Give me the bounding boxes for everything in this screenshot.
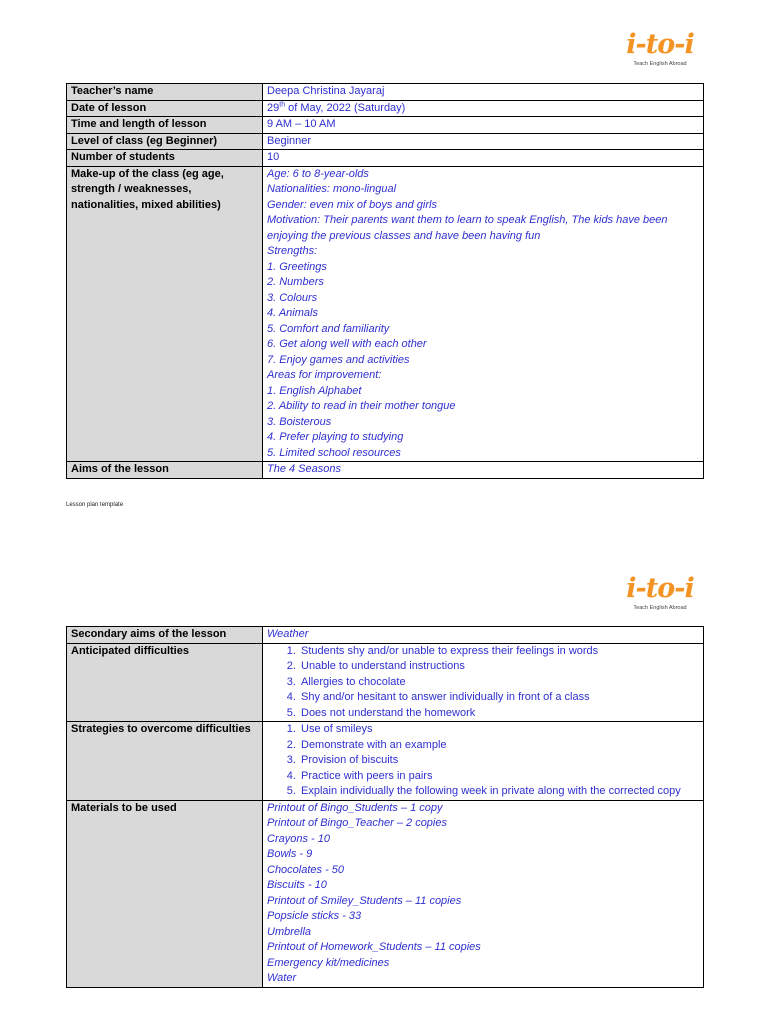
materials-line: Printout of Homework_Students – 11 copies <box>267 941 481 953</box>
footer-note: Lesson plan template <box>66 502 124 508</box>
teacher-name-value: Deepa Christina Jayaraj <box>263 84 704 101</box>
makeup-label: Make-up of the class (eg age, strength / weaknesses, nationalities, mixed abilities) <box>67 166 263 462</box>
level-label: Level of class (eg Beginner) <box>67 133 263 150</box>
time-value: 9 AM – 10 AM <box>263 117 704 134</box>
makeup-line: Motivation: Their parents want them to learn to speak English, The kids have been <box>267 214 668 226</box>
list-item: 3. Provision of biscuits <box>299 753 699 769</box>
secondary-aims-label: Secondary aims of the lesson <box>67 627 263 644</box>
table-row <box>67 722 704 801</box>
date-value <box>263 100 704 117</box>
date-label: Date of lesson <box>67 100 263 117</box>
logo-wordmark: i-to-i <box>626 29 694 60</box>
table-row <box>67 462 704 479</box>
table-row <box>67 117 704 134</box>
list-item: 4. Shy and/or hesitant to answer individually in front of a class <box>299 690 699 706</box>
makeup-line: 1. English Alphabet <box>267 384 362 397</box>
date-rest: of May, 2022 (Saturday) <box>285 101 406 114</box>
materials-line: Printout of Bingo_Teacher – 2 copies <box>267 817 447 829</box>
materials-line: Biscuits - 10 <box>267 879 327 891</box>
strategies-label: Strategies to overcome difficulties <box>67 722 263 801</box>
table-row <box>67 800 704 987</box>
logo-top <box>620 30 700 68</box>
students-value: 10 <box>263 150 704 167</box>
makeup-line: 3. Boisterous <box>267 415 332 428</box>
makeup-line: Nationalities: mono-lingual <box>267 183 397 195</box>
logo-tagline: Teach English Abroad <box>633 605 687 611</box>
difficulties-label: Anticipated difficulties <box>67 643 263 722</box>
materials-line: Popsicle sticks - 33 <box>267 910 362 922</box>
lesson-plan-table <box>66 626 704 988</box>
table-row <box>67 133 704 150</box>
secondary-aims-value: Weather <box>263 627 704 644</box>
makeup-line: 1. Greetings <box>267 260 327 273</box>
difficulties-list <box>299 644 699 722</box>
table-row <box>67 166 704 462</box>
list-item: 3. Allergies to chocolate <box>299 675 699 691</box>
logo-bottom <box>620 574 700 612</box>
materials-line: Bowls - 9 <box>267 848 313 860</box>
makeup-line: Gender: even mix of boys and girls <box>267 198 437 211</box>
materials-line: Crayons - 10 <box>267 832 330 845</box>
table-row <box>67 627 704 644</box>
lesson-info-table <box>66 83 704 479</box>
makeup-line: 4. Animals <box>267 307 318 319</box>
table-row <box>67 643 704 722</box>
makeup-line: Areas for improvement: <box>267 369 382 381</box>
aims-value: The 4 Seasons <box>263 462 704 479</box>
makeup-line: Age: 6 to 8-year-olds <box>267 167 369 180</box>
makeup-line: 6. Get along well with each other <box>267 338 427 350</box>
list-item: 1. Use of smileys <box>299 722 699 738</box>
makeup-line: 5. Comfort and familiarity <box>267 322 390 335</box>
table-row <box>67 100 704 117</box>
list-item: 1. Students shy and/or unable to express their feelings in words <box>299 644 699 660</box>
makeup-line: 3. Colours <box>267 291 318 304</box>
logo-wordmark: i-to-i <box>626 573 694 604</box>
makeup-line: Strengths: <box>267 245 318 257</box>
makeup-line: enjoying the previous classes and have been having fun <box>267 229 541 242</box>
materials-line: Printout of Smiley_Students – 11 copies <box>267 894 462 907</box>
logo-tagline: Teach English Abroad <box>633 61 687 67</box>
list-item: 5. Explain individually the following week in private along with the corrected copy <box>299 784 699 800</box>
materials-line: Water <box>267 972 297 984</box>
materials-label: Materials to be used <box>67 800 263 987</box>
makeup-value <box>263 166 704 462</box>
makeup-line: 5. Limited school resources <box>267 446 401 459</box>
list-item: 5. Does not understand the homework <box>299 706 699 722</box>
makeup-line: 2. Numbers <box>267 276 324 288</box>
list-item: 4. Practice with peers in pairs <box>299 769 699 785</box>
makeup-line: 2. Ability to read in their mother tongue <box>267 400 456 412</box>
aims-label: Aims of the lesson <box>67 462 263 479</box>
list-item: 2. Demonstrate with an example <box>299 738 699 754</box>
materials-value <box>263 800 704 987</box>
materials-line: Emergency kit/medicines <box>267 956 390 969</box>
makeup-line: 7. Enjoy games and activities <box>267 353 410 366</box>
table-row <box>67 150 704 167</box>
date-suffix: th <box>279 100 286 108</box>
materials-line: Umbrella <box>267 925 312 938</box>
level-value: Beginner <box>263 133 704 150</box>
students-label: Number of students <box>67 150 263 167</box>
makeup-line: 4. Prefer playing to studying <box>267 431 404 443</box>
strategies-value <box>263 722 704 801</box>
date-day: 29 <box>267 101 280 114</box>
teacher-name-label: Teacher’s name <box>67 84 263 101</box>
difficulties-value <box>263 643 704 722</box>
table-row <box>67 84 704 101</box>
strategies-list <box>299 722 699 800</box>
materials-line: Printout of Bingo_Students – 1 copy <box>267 801 443 814</box>
time-label: Time and length of lesson <box>67 117 263 134</box>
list-item: 2. Unable to understand instructions <box>299 659 699 675</box>
materials-line: Chocolates - 50 <box>267 863 345 876</box>
